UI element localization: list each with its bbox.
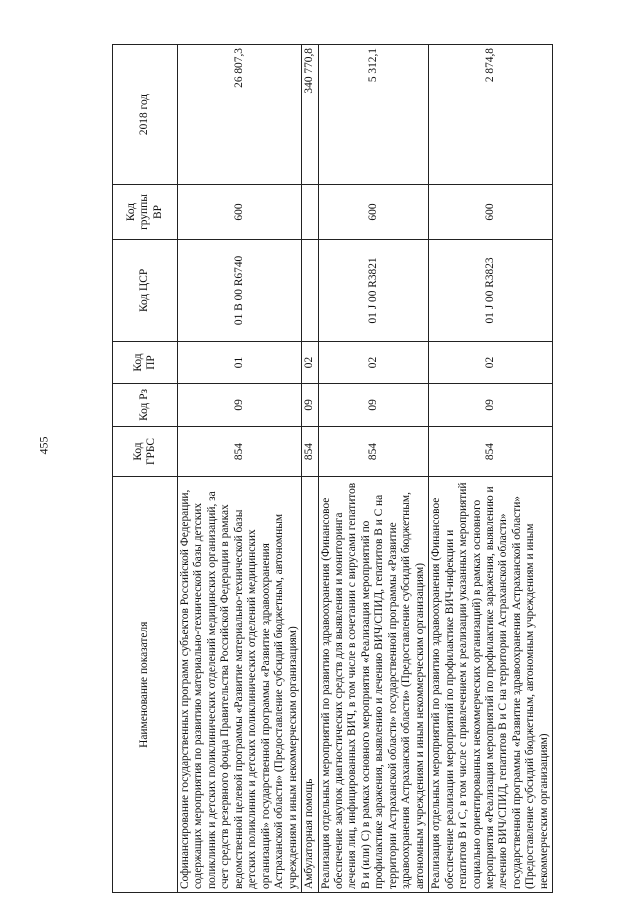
row-vr: [302, 184, 318, 239]
row-rz: 09: [318, 384, 429, 426]
row-vr: 600: [318, 184, 429, 239]
header-rz: Код Рз: [113, 384, 178, 426]
row-pr: 02: [318, 341, 429, 383]
row-pr: 01: [178, 341, 302, 383]
table-row: [302, 45, 318, 893]
row-csr: 01 J 00 R3823: [429, 240, 553, 342]
row-csr: 01 J 00 R3821: [318, 240, 429, 342]
table-row: [178, 45, 302, 893]
table-row: [318, 45, 429, 893]
row-vr: 600: [429, 184, 553, 239]
row-rz: 09: [302, 384, 318, 426]
row-amount: 340 770,8: [302, 45, 318, 185]
page-number: 455: [36, 436, 51, 455]
header-pr: Код ПР: [113, 341, 178, 383]
header-row: [113, 45, 178, 893]
row-rz: 09: [429, 384, 553, 426]
row-csr: 01 В 00 R6740: [178, 240, 302, 342]
row-csr: [302, 240, 318, 342]
header-vr: Код группы ВР: [113, 184, 178, 239]
row-amount: 2 874,8: [429, 45, 553, 185]
row-amount: 26 807,3: [178, 45, 302, 185]
row-grbs: 854: [429, 426, 553, 477]
row-grbs: 854: [178, 426, 302, 477]
row-grbs: 854: [318, 426, 429, 477]
header-csr: Код ЦСР: [113, 240, 178, 342]
row-amount: 5 312,1: [318, 45, 429, 185]
header-grbs: Код ГРБС: [113, 426, 178, 477]
row-pr: 02: [302, 341, 318, 383]
row-name: Реализация отдельных мероприятий по развитию здравоохранения (Финансовое обеспечение закупок диагностических средств для выявления и мониторинга лечения лиц, инфицированных ВИЧ, в том числе в сочетании с вирусами гепатитов В и (или) С) в рамках основного мероприятия «Реализация мероприятий по профилактике заражения, выявлению и лечению ВИЧ/СПИД, гепатитов В и С на территории Астраханской области» государственной программы «Развитие здравоохранения Астраханской области» (Предоставление субсидий бюджетным, автономным учреждениям и иным некоммерческим организациям): [318, 477, 429, 893]
row-name: Реализация отдельных мероприятий по развитию здравоохранения (Финансовое обеспечение реализации мероприятий по профилактике ВИЧ-инфекции и гепатитов В и С, в том числе с привлечением к реализации указанных мероприятий социально ориентированных некоммерческих организаций) в рамках основного мероприятия «Реализация мероприятий по профилактике заражения, выявлению и лечению ВИЧ/СПИД, гепатитов В и С на территории Астраханской области» государственной программы «Развитие здравоохранения Астраханской области» (Предоставление субсидий бюджетным, автономным учреждениям и иным некоммерческим организациям): [429, 477, 553, 893]
row-name: Амбулаторная помощь: [302, 477, 318, 893]
header-name: Наименование показателя: [113, 477, 178, 893]
row-vr: 600: [178, 184, 302, 239]
table-row: [429, 45, 553, 893]
rotated-table-container: [112, 44, 550, 893]
row-rz: 09: [178, 384, 302, 426]
budget-table: [112, 44, 553, 893]
header-year: 2018 год: [113, 45, 178, 185]
row-grbs: 854: [302, 426, 318, 477]
row-name: Софинансирование государственных программ субъектов Российской Федерации, содержащих мероприятия по развитию материально-технической базы детских поликлиник и детских поликлинических отделений медицинских организаций, за счет средств резервного фонда Правительства Российской Федерации в рамках ведомственной целевой программы «Развитие материально-технической базы детских поликлиник и детских поликлинических отделений медицинских организаций» государственной программы «Развитие здравоохранения Астраханской области» (Предоставление субсидий бюджетным, автономным учреждениям и иным некоммерческим организациям): [178, 477, 302, 893]
row-pr: 02: [429, 341, 553, 383]
